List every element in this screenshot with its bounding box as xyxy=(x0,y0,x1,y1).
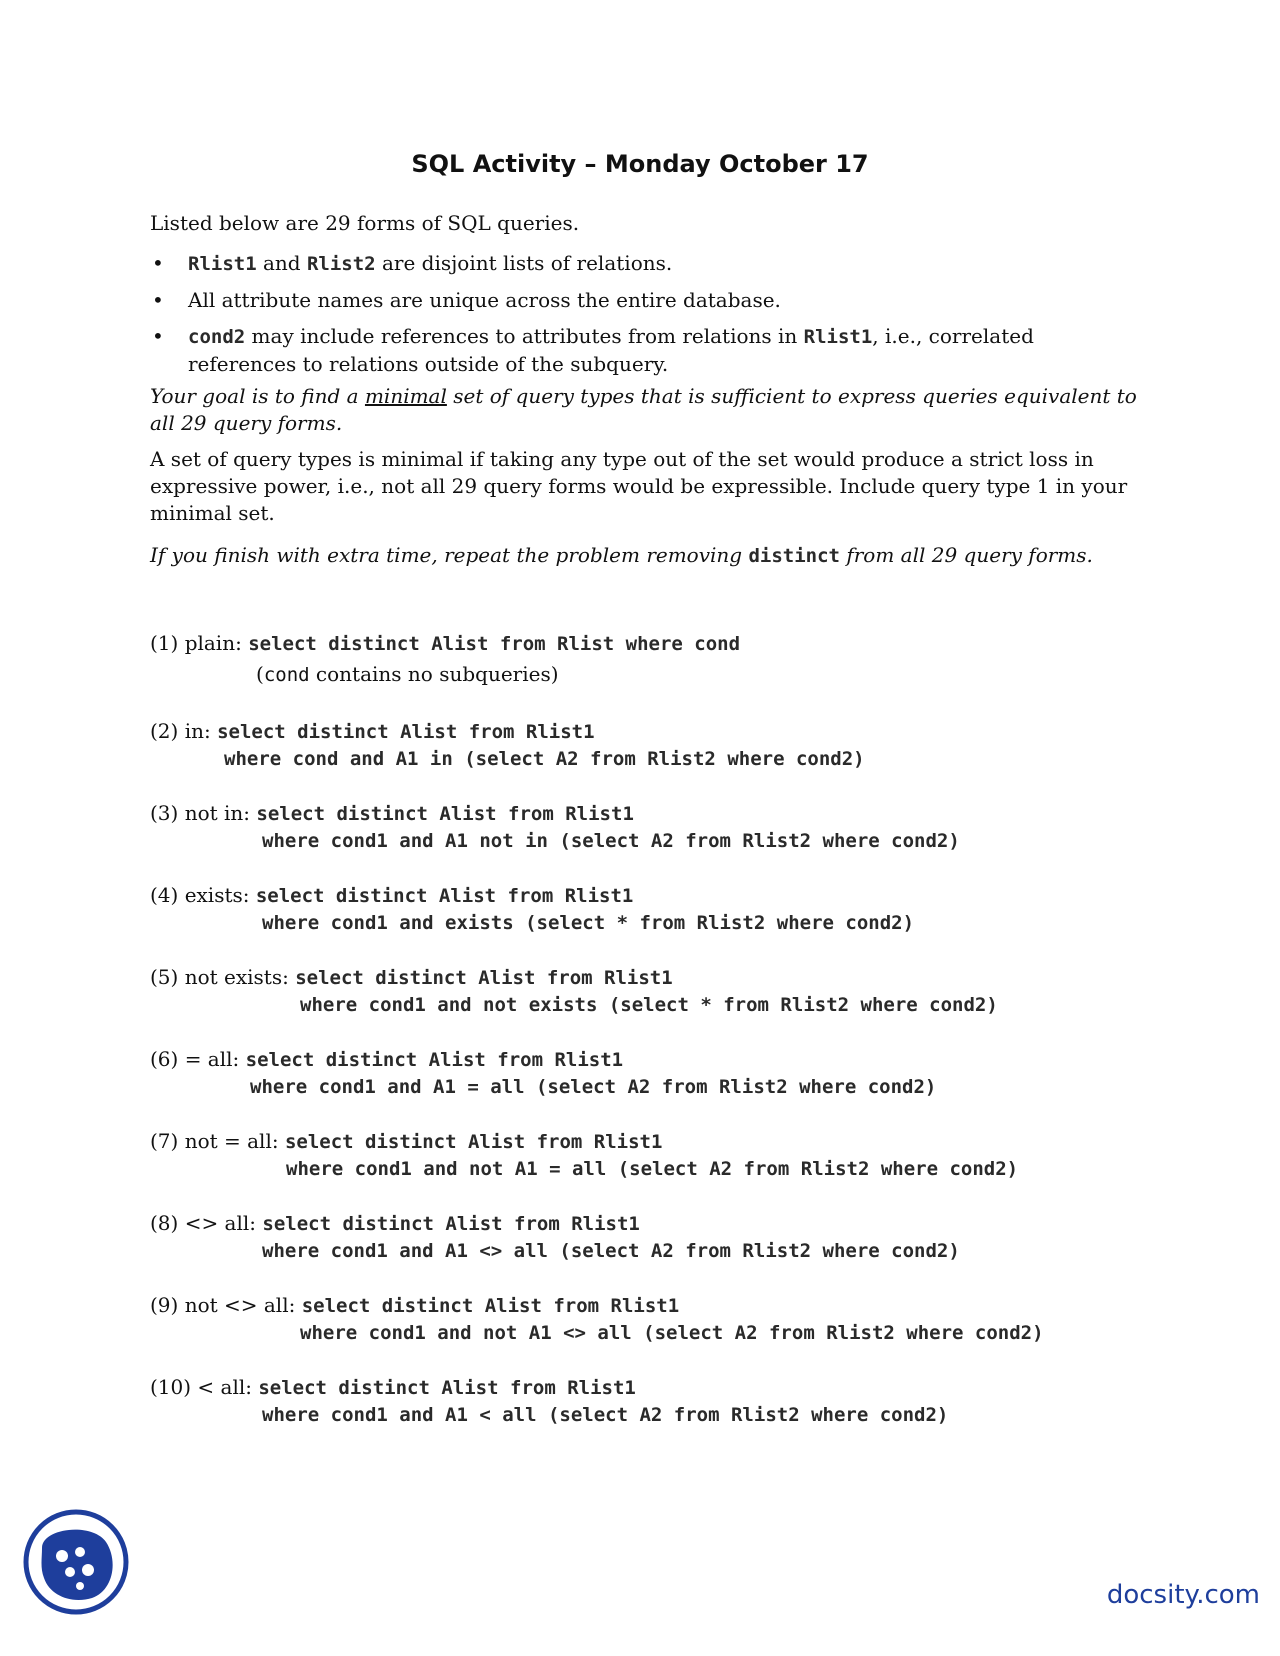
query-code: select distinct Alist from Rlist1 xyxy=(217,721,595,743)
query-form-5 xyxy=(150,964,1150,1018)
bullet-text: and xyxy=(256,251,307,275)
query-code: where cond1 and A1 <> all (select A2 from Rlist2 where cond2) xyxy=(262,1240,960,1262)
docsity-logo-icon[interactable] xyxy=(22,1508,130,1616)
query-form-7 xyxy=(150,1128,1150,1182)
query-form-9 xyxy=(150,1292,1150,1346)
query-label: (10) < all: xyxy=(150,1375,259,1399)
query-code: select distinct Alist from Rlist1 xyxy=(295,967,673,989)
bullet-text: may include references to attributes from relations in xyxy=(245,324,804,348)
code-distinct: distinct xyxy=(748,545,840,567)
minimal-definition: A set of query types is minimal if taking any type out of the set would produce a strict loss in expressive power, i.e., not all 29 query forms would be expressible. Include query type 1 in your minimal set. xyxy=(150,447,1128,525)
code-rlist1: Rlist1 xyxy=(803,326,873,348)
extra-after: from all 29 query forms. xyxy=(839,543,1093,567)
query-label: (1) plain: xyxy=(150,631,249,655)
query-code: where cond1 and A1 < all (select A2 from Rlist2 where cond2) xyxy=(262,1404,949,1426)
query-code: select distinct Alist from Rlist1 xyxy=(255,885,634,907)
query-note: contains no subqueries) xyxy=(309,662,559,686)
query-code: where cond1 and A1 not in (select A2 from Rlist2 where cond2) xyxy=(262,830,960,852)
query-label: (3) not in: xyxy=(150,801,257,825)
query-form-1 xyxy=(150,630,1150,688)
query-code: select distinct Alist from Rlist1 xyxy=(245,1049,624,1071)
query-code: where cond1 and not A1 = all (select A2 from Rlist2 where cond2) xyxy=(286,1158,1019,1180)
query-label: (8) <> all: xyxy=(150,1211,263,1235)
bullet-item-3 xyxy=(150,323,1140,378)
bullet-icon: • xyxy=(152,324,164,348)
query-form-4 xyxy=(150,882,1150,936)
query-code: select distinct Alist from Rlist1 xyxy=(262,1213,640,1235)
code-cond2: cond2 xyxy=(188,326,246,348)
intro-text: Listed below are 29 forms of SQL queries. xyxy=(150,211,580,235)
extra-text xyxy=(150,542,1140,570)
query-code: select distinct Alist from Rlist1 xyxy=(284,1131,663,1153)
paren: ( xyxy=(256,662,264,686)
query-code: where cond1 and not exists (select * from Rlist2 where cond2) xyxy=(300,994,998,1016)
goal-before: Your goal is to find a xyxy=(150,384,365,408)
code-rlist2: Rlist2 xyxy=(306,253,376,275)
bullet-icon: • xyxy=(152,251,164,275)
extra-before: If you finish with extra time, repeat the problem removing xyxy=(150,543,749,567)
query-code: where cond1 and A1 = all (select A2 from Rlist2 where cond2) xyxy=(250,1076,937,1098)
code-rlist1: Rlist1 xyxy=(188,253,257,275)
query-code: cond xyxy=(263,664,310,686)
query-code: select distinct Alist from Rlist1 xyxy=(256,803,634,825)
bullet-text: All attribute names are unique across the entire database. xyxy=(188,288,781,312)
goal-underlined: minimal xyxy=(364,384,447,408)
query-code: where cond1 and exists (select * from Rlist2 where cond2) xyxy=(262,912,915,934)
bullet-text: , i.e., correlated references to relations outside of the subquery. xyxy=(188,324,1034,376)
goal-after: set of query types that is sufficient to express queries equivalent to all 29 query forms. xyxy=(150,384,1137,435)
query-form-3 xyxy=(150,800,1150,854)
brand-link[interactable]: docsity.com xyxy=(1106,1580,1260,1610)
query-label: (4) exists: xyxy=(150,883,256,907)
bullet-item-1 xyxy=(150,250,1140,278)
query-form-2 xyxy=(150,718,1150,772)
query-code: where cond and A1 in (select A2 from Rlist2 where cond2) xyxy=(224,748,865,770)
page-title: SQL Activity – Monday October 17 xyxy=(411,150,869,178)
query-label: (5) not exists: xyxy=(150,965,296,989)
query-code: select distinct Alist from Rlist where cond xyxy=(248,633,741,655)
query-code: where cond1 and not A1 <> all (select A2 from Rlist2 where cond2) xyxy=(300,1322,1044,1344)
query-form-8 xyxy=(150,1210,1150,1264)
bullet-list xyxy=(150,250,1140,387)
query-label: (6) = all: xyxy=(150,1047,246,1071)
query-form-10 xyxy=(150,1374,1150,1428)
bullet-text: are disjoint lists of relations. xyxy=(375,251,673,275)
query-label: (7) not = all: xyxy=(150,1129,285,1153)
query-label: (9) not <> all: xyxy=(150,1293,302,1317)
bullet-item-2 xyxy=(150,287,1140,314)
goal-text xyxy=(150,383,1140,437)
bullet-icon: • xyxy=(152,288,164,312)
query-label: (2) in: xyxy=(150,719,218,743)
query-code: select distinct Alist from Rlist1 xyxy=(301,1295,680,1317)
query-code: select distinct Alist from Rlist1 xyxy=(258,1377,636,1399)
query-form-6 xyxy=(150,1046,1150,1100)
